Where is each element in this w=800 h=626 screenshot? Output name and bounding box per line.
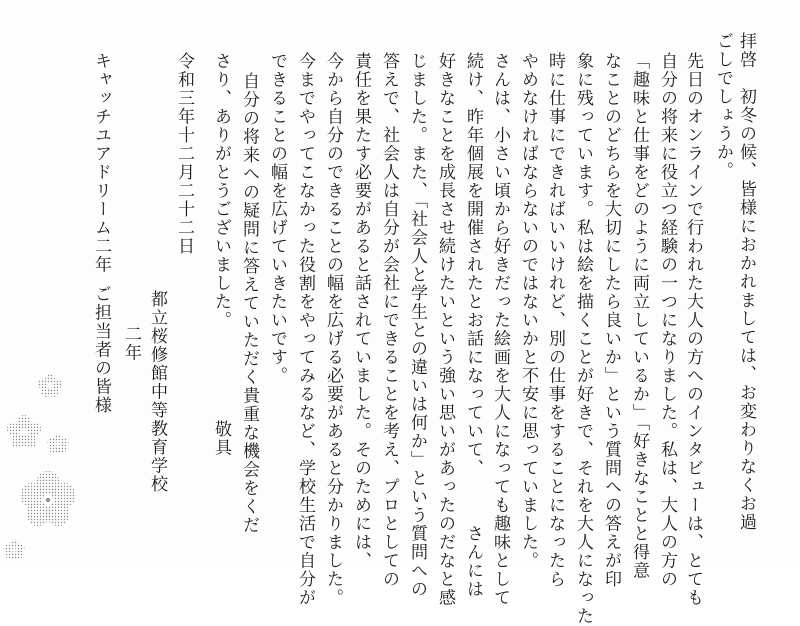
body-line-18: できることの幅を広げていきたいです。 (267, 52, 287, 385)
blossom-icon-small-top (38, 374, 62, 397)
body-line-12: 好きなことを成長させ続けたいという強い思いがあったのだなと感 (435, 52, 455, 607)
cherry-blossom-decoration (0, 370, 90, 560)
body-line-6: なことのどちらを大切にしたら良いか」という質問への答えが印 (601, 52, 621, 589)
body-line-15: 責任を果たす必要があると話されていました。そのためには、 (351, 52, 371, 570)
letter-date: 令和三年十二月二十二日 (174, 52, 194, 256)
sender-school: 都立桜修館中等教育学校 (147, 290, 167, 494)
closing-keigu: 敬具 (211, 420, 231, 457)
body-line-17: 今までやってこなかった役割をやってみるなど、学校生活で自分が (295, 52, 315, 607)
blossom-icon-medium (7, 415, 41, 448)
recipient-organization: キャッチユアドリーム二年 (91, 52, 111, 274)
body-line-5: 「趣味と仕事をどのように両立しているか」「好きなことと得意 (629, 52, 649, 580)
body-line-9: やめなければならないのではないかと不安に思っていました。 (518, 52, 538, 570)
body-line-16: 今から自分のできることの幅を広げる必要があると分かりました。 (323, 52, 343, 607)
blossom-icon-large (20, 471, 76, 526)
body-line-19: 自分の将来への疑問に答えていただく貴重な機会をくだ (239, 72, 259, 535)
blossom-icon-bottom (4, 540, 25, 560)
body-line-7: 象に残っています。私は絵を描くことが好きで、それを大人になった (573, 52, 593, 626)
body-line-1: 拝啓 初冬の候、皆様におかれましては、お変わりなくお過 (736, 32, 756, 532)
body-line-10: さんは、小さい頃から好きだった絵画を大人になっても趣味として (490, 52, 510, 607)
body-line-20: さり、ありがとうございました。 (211, 52, 231, 330)
body-line-13: じました。また、「社会人と学生との違いは何か」という質問への (407, 52, 427, 599)
sender-grade: 二年 (121, 325, 141, 362)
body-line-14: 答えで、社会人は自分が会社にできることを考え、プロとしての (379, 52, 399, 589)
body-line-2: ごしでしょうか。 (713, 32, 733, 180)
body-line-4: 自分の将来に役立つ経験の一つになりました。私は、大人の方の (657, 52, 677, 589)
body-line-11: 続け、昨年個展を開催されたとお話になっていて、 さんには (463, 52, 483, 599)
blossom-icon-small (48, 434, 69, 454)
body-line-3: 先日のオンラインで行われた大人の方へのインタビューは、とても (683, 52, 703, 607)
body-line-8: 時に仕事にできればいいけれど、別の仕事をすることになったら (545, 52, 565, 589)
recipient-name: ご担当者の皆様 (91, 285, 111, 415)
